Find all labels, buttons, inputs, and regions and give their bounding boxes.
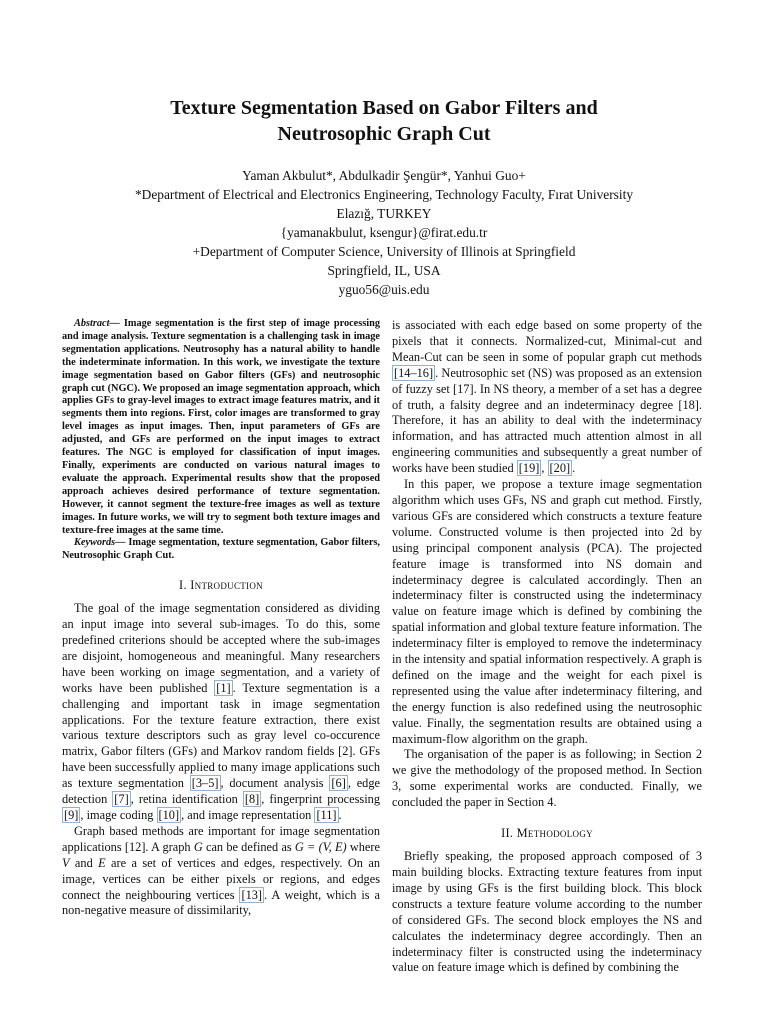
text-run: ,	[541, 461, 548, 476]
author-block	[70, 166, 698, 299]
citation-link[interactable]: [7]	[114, 792, 129, 807]
text-run: , image coding	[80, 808, 157, 822]
citation-link[interactable]: [20]	[549, 461, 571, 476]
section-heading-introduction	[62, 577, 380, 593]
text-run: . A weight, which is a non-negative measure of dissimilarity,	[62, 887, 380, 918]
citation-link[interactable]: [14–16]	[394, 365, 434, 380]
text-run: and	[69, 855, 99, 870]
right-paragraph-3: The organisation of the paper is as following; in Section 2 we give the methodology of the proposed method. In Section 3, some experimental works are conducted. Finally, we concluded the paper in Section 4.	[392, 747, 702, 810]
math-symbol: E	[98, 855, 106, 870]
intro-paragraph-2	[62, 824, 380, 919]
text-run: are a set of vertices and edges, respectively. On an image, vertices can be either pixels or regions, and edges connect the neighbouring vertices	[62, 855, 380, 902]
citation-link[interactable]: [19]	[518, 461, 540, 476]
right-paragraph-2: In this paper, we propose a texture image segmentation algorithm which uses GFs, NS and graph cut method. Firstly, various GFs are considered which constructs a texture feature volume. Constructed volume is then projected into 2d by using principal component analysis (PCA). The projected feature image is transformed into NS domain and indeterminacy degree is calculated accordingly. Then an indeterminacy filter is constructed using the indeterminacy value on feature image which is defined by combining the spatial information and global texture feature information. The indeterminacy filter is employed to remove the indeterminacy in the intensity and spatial information respectively. A graph is defined on the image and the weight for each pixel is represented using the value after indeterminacy filtering, and the energy function is also redefined using the neutrosophic value. Finally, the segmentation results are obtained using a maximum-flow algorithm on the graph.	[392, 477, 702, 746]
math-formula: G = (V, E)	[294, 839, 347, 854]
title-line-1: Texture Segmentation Based on Gabor Filters and	[170, 97, 598, 119]
text-run: .	[572, 461, 576, 476]
citation-link[interactable]: [6]	[331, 776, 346, 791]
keywords	[62, 537, 380, 563]
section-2-numeral: II.	[501, 826, 517, 841]
text-run: . Texture segmentation is a challenging and important task in image segmentation applications. For the texture feature extraction, there exist various texture descriptors such as gray level co-occurence matrix, Gabor filters (GFs) and Markov random fields [2]. GFs have been successfully applied to many image applications such as texture segmentation	[62, 680, 380, 791]
text-run: can be defined as	[202, 839, 295, 854]
text-run: , and image representation	[181, 808, 315, 822]
right-paragraph-1	[392, 318, 702, 477]
keywords-label: Keywords—	[74, 537, 126, 549]
title-line-2: Neutrosophic Graph Cut	[277, 123, 491, 145]
citation-link[interactable]: [13]	[241, 887, 263, 902]
text-run: is associated with each edge based on some property of the pixels that it connects. Normalized-cut, Minimal-cut and Mean-Cut can be seen in some of popular graph cut methods	[392, 318, 702, 364]
text-run: . Neutrosophic set (NS) was proposed as an extension of fuzzy set [17]. In NS theory, a member of a set has a degree of truth, a falsity degree and an indeterminacy degree [18]. Therefore, it has an ability to deal with the indeterminacy information, and has attracted much attention almost in all engineering communities and subsequently a great number of works have been studied	[392, 365, 702, 476]
text-run: Graph based methods are important for image segmentation applications [12]. A graph	[62, 823, 380, 854]
left-column	[62, 318, 380, 919]
section-2-title: Methodology	[516, 826, 593, 841]
citation-link[interactable]: [9]	[64, 808, 79, 822]
abstract-text: Image segmentation is the first step of image processing and image analysis. Texture segmentation is a challenging task in image segmentation applications. Neutrosophy has a natural ability to handle the indeterminate information. In this work, we investigate the texture image segmentation based on Gabor filters (GFs) and neutrosophic graph cut (NGC). We proposed an image segmentation approach, which applies GFs to gray-level images to extract image features matrix, and it segments them into regions. First, color images are transformed to gray level images as input images. Then, input parameters of GFs are adjusted, and GFs are performed on the input images to extract features. The NGC is employed for classification of input images. Finally, experiments are conducted on various natural images to evaluate the approach. Experimental results show that the proposed approach achieves desired performance of texture segmentation. However, it cannot segment the texture-free images as well as texture images. In future works, we will try to segment both texture images and texture-free images at the same time.	[62, 318, 380, 536]
text-run: , edge detection	[62, 776, 380, 807]
affiliation-1: *Department of Electrical and Electronics Engineering, Technology Faculty, Fırat University	[134, 187, 634, 202]
affiliation-1-city: Elazığ, TURKEY	[336, 206, 432, 221]
intro-paragraph-1	[62, 601, 380, 824]
section-1-numeral: I.	[179, 578, 191, 593]
text-run: .	[338, 808, 342, 822]
author-names: Yaman Akbulut*, Abdulkadir Şengür*, Yanhui Guo+	[242, 168, 526, 183]
math-symbol: G	[193, 839, 203, 854]
citation-link[interactable]: [10]	[158, 808, 180, 822]
abstract-label: Abstract—	[74, 318, 120, 329]
citation-link[interactable]: [3–5]	[191, 776, 219, 791]
text-run: , retina identification	[130, 792, 243, 807]
abstract	[62, 318, 380, 537]
text-run: where	[346, 839, 380, 854]
text-run: , document analysis	[220, 776, 330, 791]
section-1-title: Introduction	[190, 578, 263, 593]
paper-title	[80, 95, 688, 147]
citation-link[interactable]: [1]	[216, 680, 231, 695]
text-run: The goal of the image segmentation considered as dividing an input image into several sub-images. To do this, some predefined criterions should be accepted where the sub-images are disjoint, homogeneous and meaningful. Many researchers have been working on image segmentation, and a variety of works have been published	[62, 601, 380, 695]
citation-link[interactable]: [11]	[316, 808, 337, 822]
right-column	[392, 318, 702, 976]
email-1: {yamanakbulut, ksengur}@firat.edu.tr	[280, 225, 488, 240]
method-paragraph-1: Briefly speaking, the proposed approach composed of 3 main building blocks. Extracting texture features from input image by using GFs is the first building block. This block constructs a texture feature volume according to the number of considered GFs. The second block employes the NS and calculates the indeterminacy degree accordingly. Then an indeterminacy filter is constructed using the indeterminacy value on feature image which is defined by combining the	[392, 849, 702, 975]
keywords-text: Image segmentation, texture segmentation, Gabor filters, Neutrosophic Graph Cut.	[62, 537, 380, 562]
math-symbol: V	[62, 855, 70, 870]
affiliation-2: +Department of Computer Science, University of Illinois at Springfield	[192, 244, 576, 259]
affiliation-2-city: Springfield, IL, USA	[327, 263, 441, 278]
citation-link[interactable]: [8]	[244, 792, 260, 807]
email-2: yguo56@uis.edu	[338, 282, 430, 297]
section-heading-methodology	[392, 825, 702, 841]
text-run: , fingerprint processing	[261, 792, 381, 807]
